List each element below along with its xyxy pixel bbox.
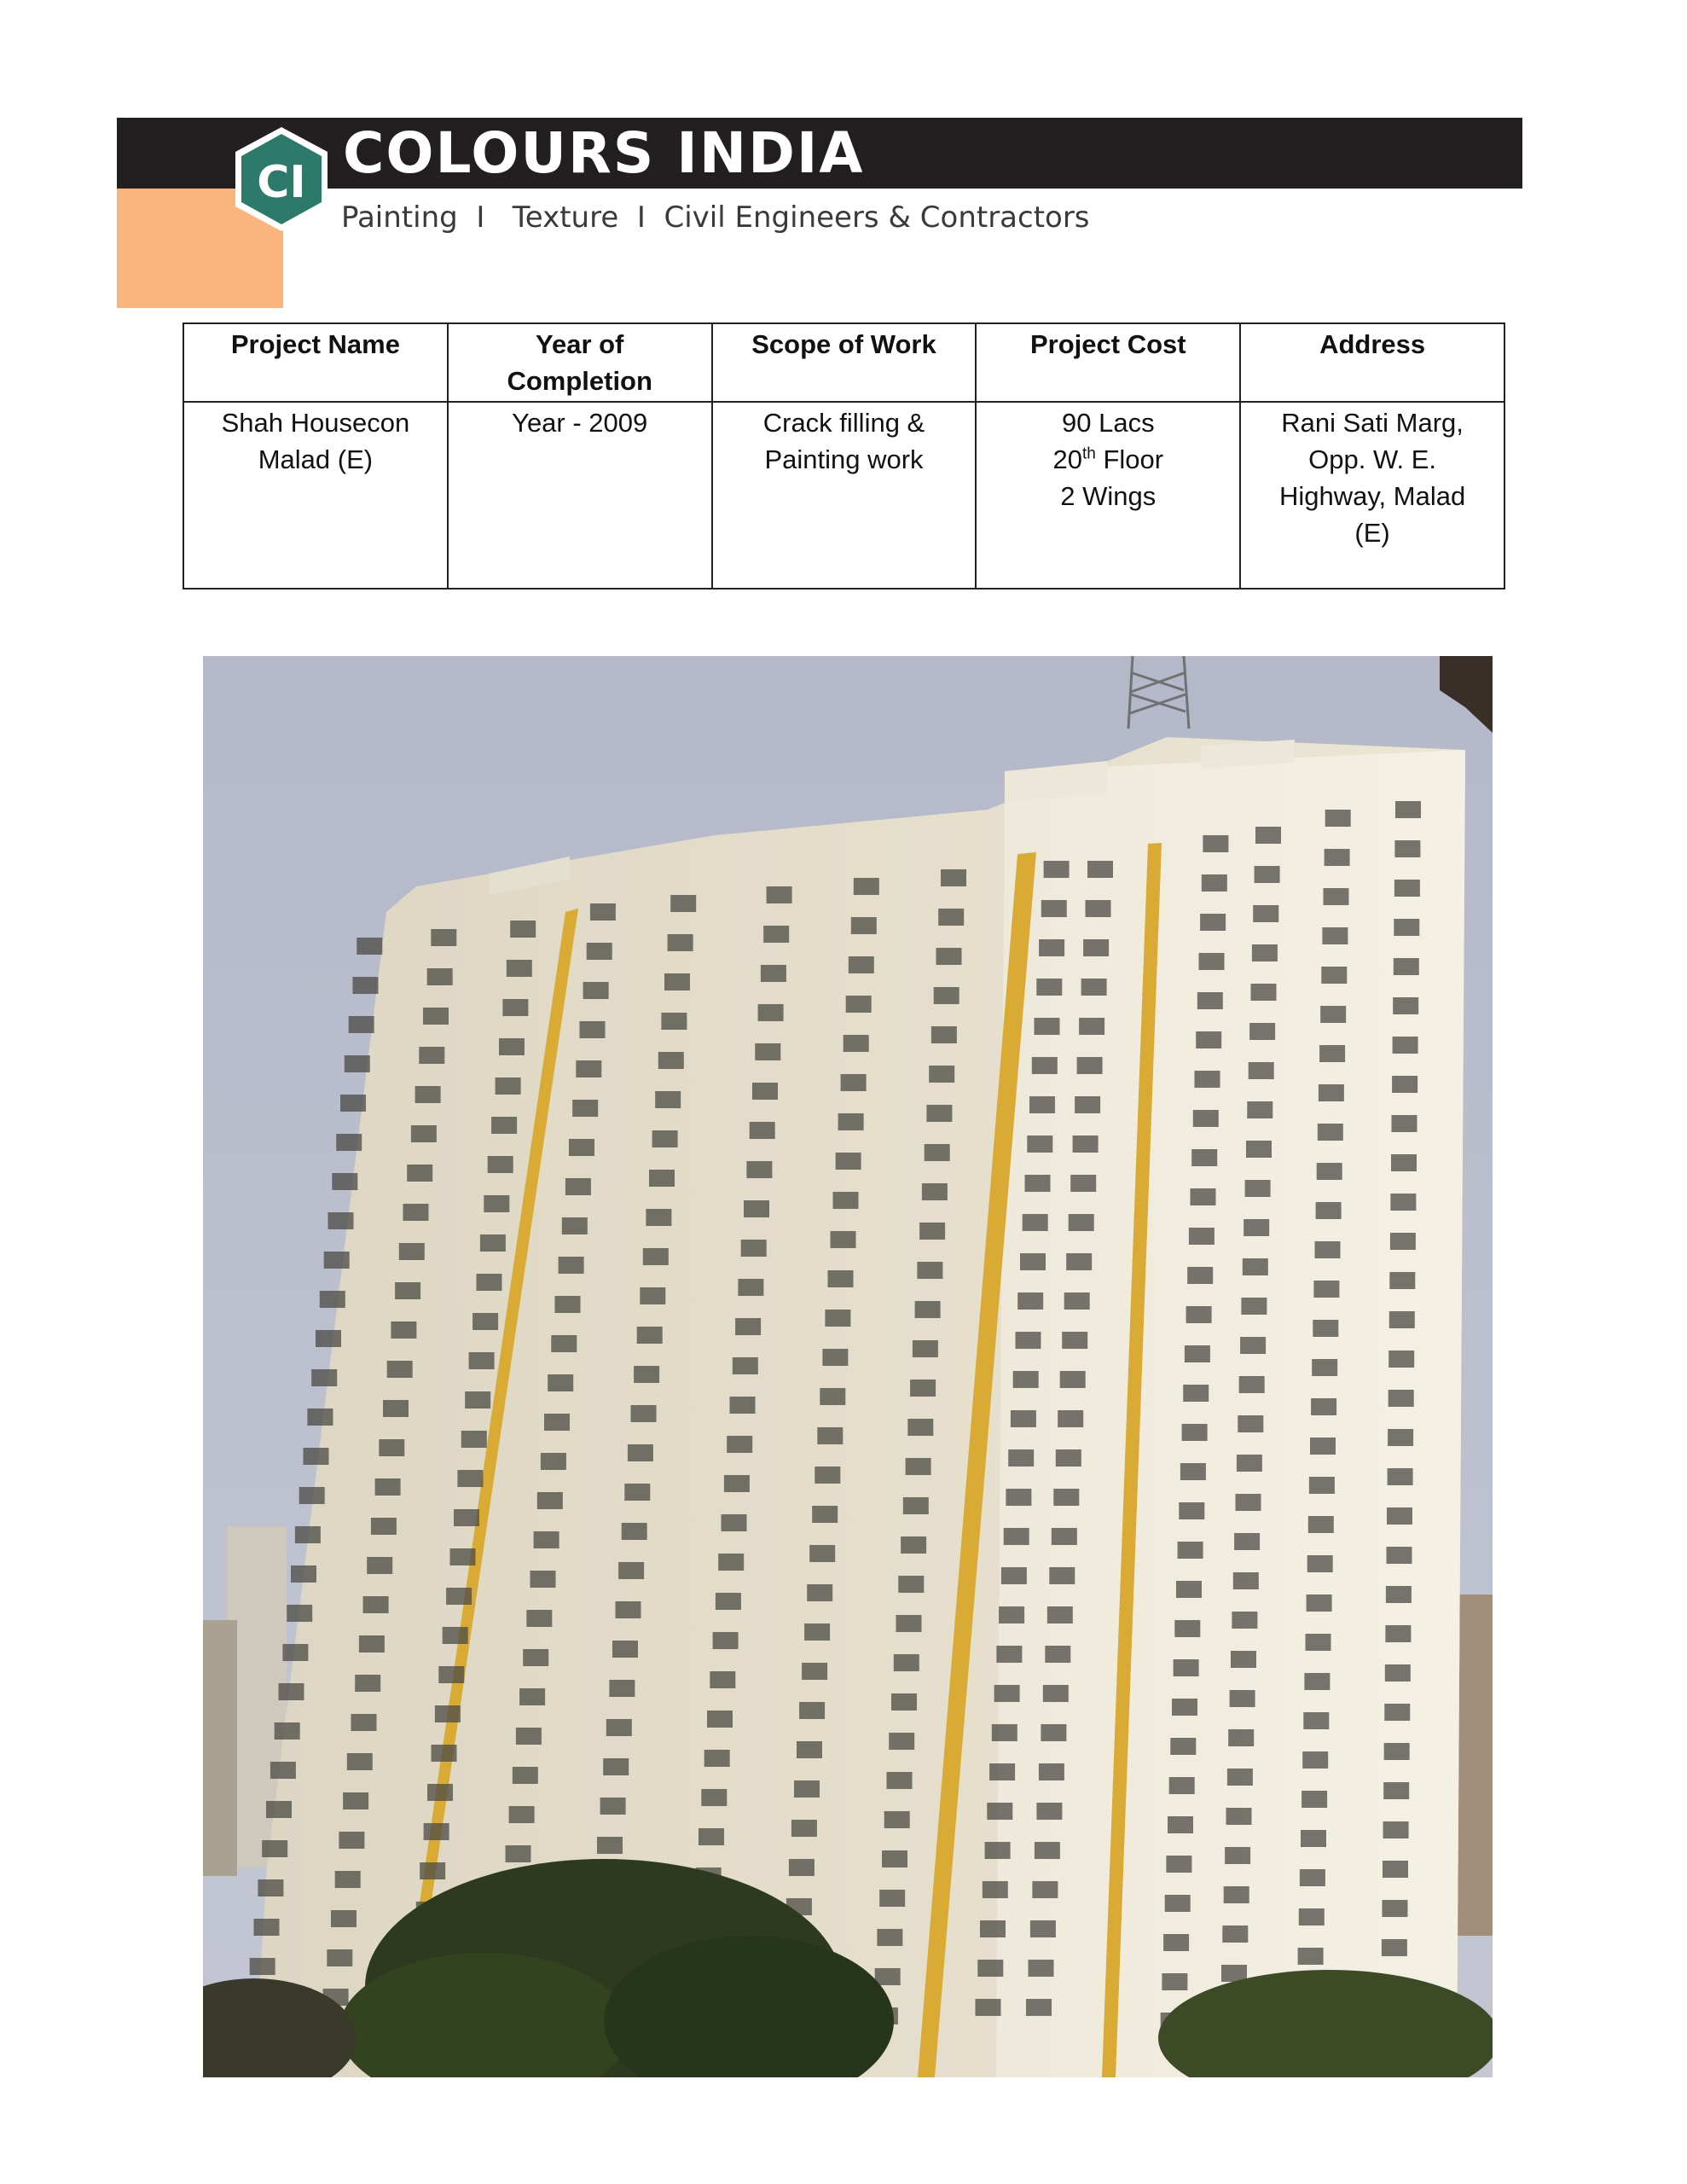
brand-name: COLOURS INDIA	[343, 120, 865, 186]
cost-amount: 90 Lacs	[1062, 408, 1155, 438]
floor-number: 20	[1052, 444, 1082, 474]
address-line: Highway, Malad	[1278, 481, 1466, 511]
cell-scope	[712, 402, 977, 589]
address-line: Rani Sati Marg,	[1281, 408, 1464, 438]
building-photo	[203, 656, 1493, 2077]
scope-line: Painting work	[764, 444, 924, 474]
project-table	[183, 322, 1505, 590]
header-scope-of-work: Scope of Work	[712, 323, 977, 402]
year-value: Year - 2009	[512, 408, 648, 438]
colours-india-logo-icon	[230, 124, 333, 235]
cell-address	[1240, 402, 1504, 589]
header-address: Address	[1240, 323, 1504, 402]
cell-cost	[976, 402, 1240, 589]
project-name-line: Shah Housecon	[221, 408, 410, 438]
floor-word: Floor	[1095, 444, 1164, 474]
cell-project-name	[183, 402, 448, 589]
table-header-row	[183, 323, 1504, 402]
scope-line: Crack filling &	[762, 408, 925, 438]
logo-letters: CI	[257, 157, 306, 208]
address-line: Opp. W. E.	[1308, 444, 1437, 474]
header-project-name: Project Name	[183, 323, 448, 402]
brand-tagline: Painting I Texture I Civil Engineers & Contractors	[341, 200, 1090, 235]
cell-year	[448, 402, 712, 589]
project-name-line: Malad (E)	[258, 444, 374, 474]
floor-ordinal: th	[1081, 444, 1096, 463]
cost-floors	[988, 441, 1227, 478]
building-photo-illustration	[203, 656, 1493, 2077]
address-line: (E)	[1354, 518, 1390, 548]
table-row	[183, 402, 1504, 589]
cost-wings: 2 Wings	[1060, 481, 1157, 511]
header-project-cost: Project Cost	[976, 323, 1240, 402]
header-year-of-completion: Year of Completion	[448, 323, 712, 402]
